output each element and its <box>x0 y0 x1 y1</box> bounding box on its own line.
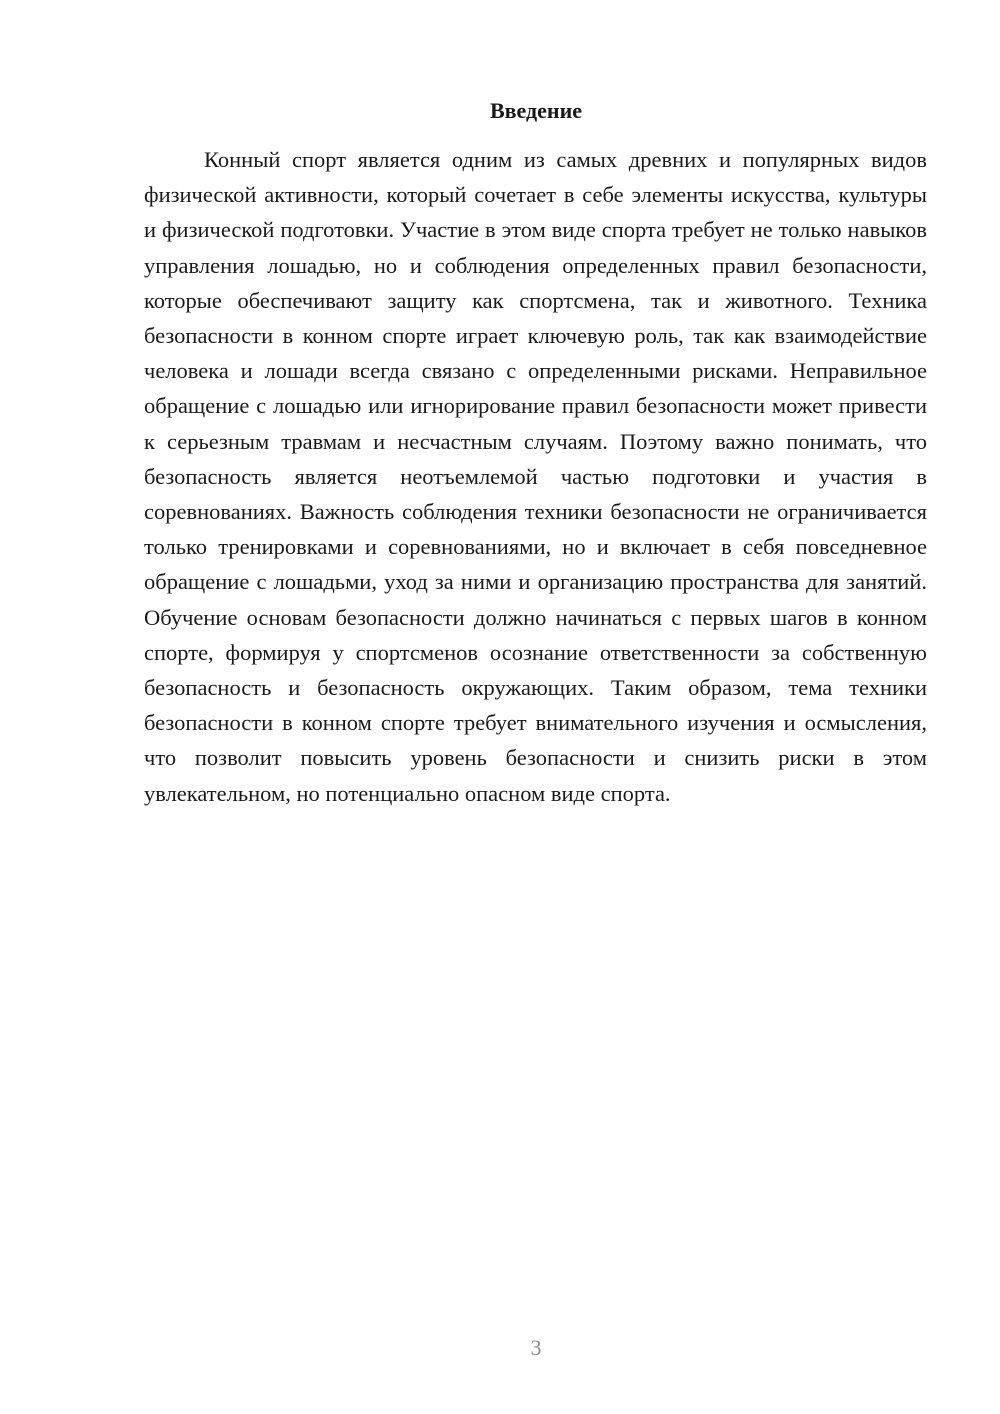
page-number: 3 <box>530 1335 542 1360</box>
body-paragraph: Конный спорт является одним из самых древних и популярных видов физической активности, который сочетает в себе элементы искусства, культуры и физической подготовки. Участие в этом виде спорта требует не только навыков управления лошадью, но и соблюдения определенных правил безопасности, которые обеспечивают защиту как спортсмена, так и животного. Техника безопасности в конном спорте играет ключевую роль, так как взаимодействие человека и лошади всегда связано с определенными рисками. Неправильное обращение с лошадью или игнорирование правил безопасности может привести к серьезным травмам и несчастным случаям. Поэтому важно понимать, что безопасность является неотъемлемой частью подготовки и участия в соревнованиях. Важность соблюдения техники безопасности не ограничивается только тренировками и соревнованиями, но и включает в себя повседневное обращение с лошадьми, уход за ними и организацию пространства для занятий. Обучение основам безопасности должно начинаться с первых шагов в конном спорте, формируя у спортсменов осознание ответственности за собственную безопасность и безопасность окружающих. Таким образом, тема техники безопасности в конном спорте требует внимательного изучения и осмысления, что позволит повысить уровень безопасности и снизить риски в этом увлекательном, но потенциально опасном виде спорта. <box>144 147 927 806</box>
section-heading: Введение <box>489 98 583 123</box>
